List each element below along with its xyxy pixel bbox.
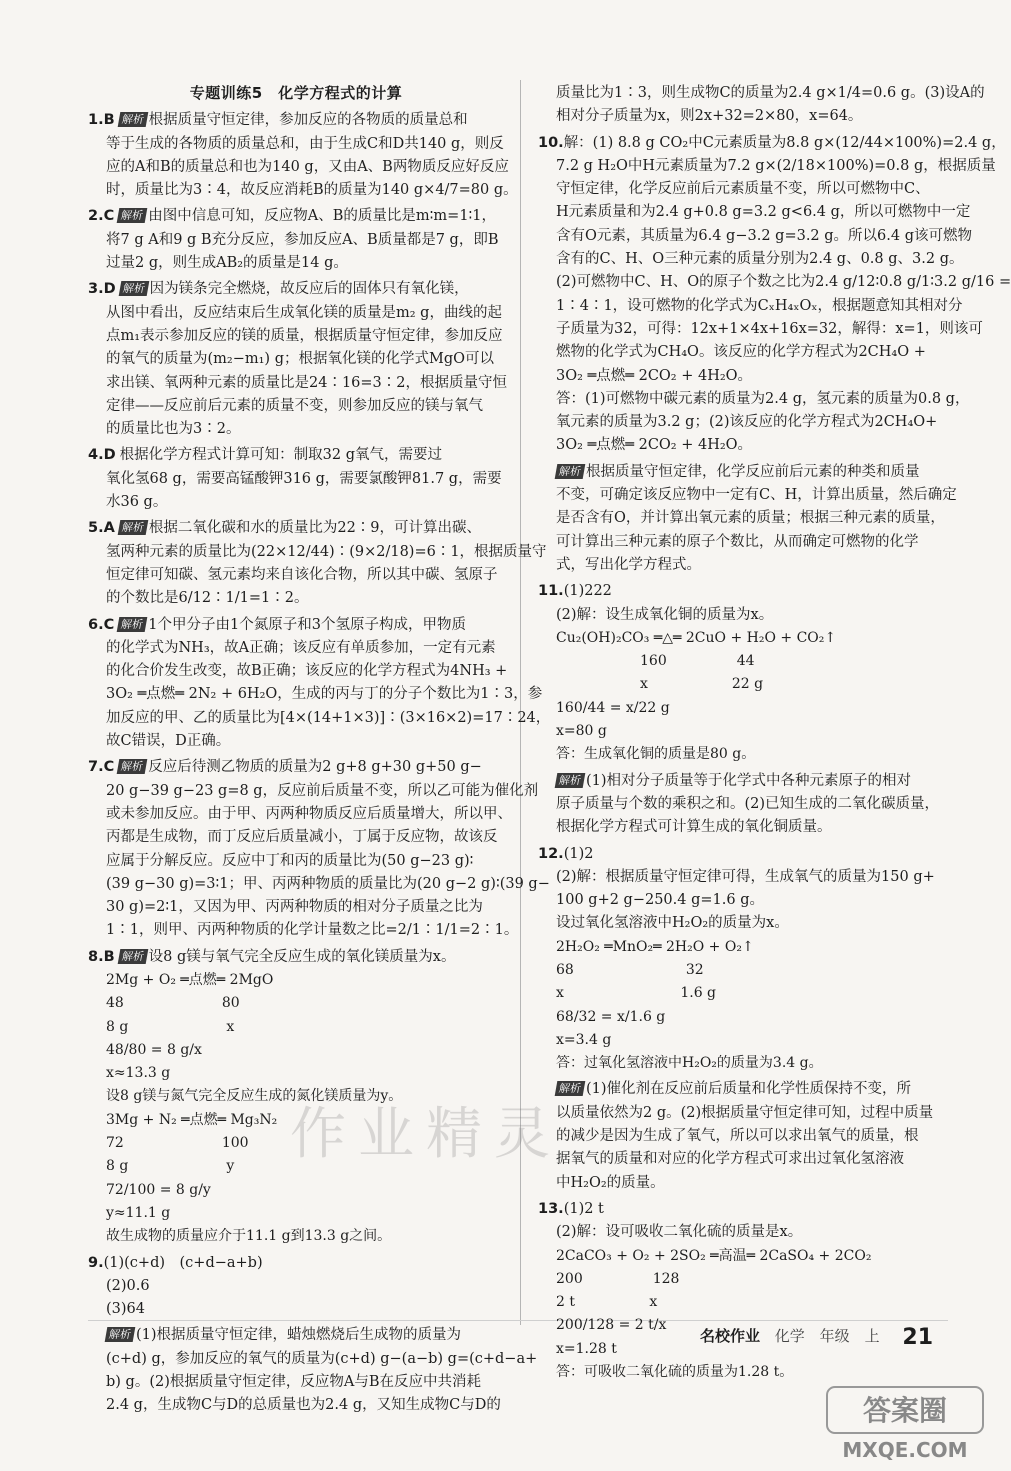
text-line bbox=[538, 295, 963, 318]
question-number: 3. bbox=[88, 281, 104, 298]
question-block bbox=[538, 580, 948, 766]
text-line bbox=[538, 531, 948, 554]
line-text: (c+d) g，参加反应的氧气的质量为(c+d) g−(a−b) g=(c+d−a+ bbox=[106, 1350, 538, 1367]
question-number: 13. bbox=[538, 1200, 564, 1217]
line-text: 的个数比是6/12∶1/1=1∶2。 bbox=[106, 590, 309, 607]
line-text: 根据质量守恒定律，参加反应的各物质的质量总和 bbox=[148, 112, 468, 129]
question-block bbox=[88, 1252, 504, 1322]
equation-line: 设8 g镁与氮气完全反应生成的氮化镁质量为y。 bbox=[106, 1088, 403, 1105]
text-line bbox=[538, 1125, 948, 1148]
line-text: (1)催化剂在反应前后质量和化学性质保持不变，所 bbox=[586, 1081, 912, 1098]
line-text: (1)(c+d) (c+d−a+b) bbox=[103, 1254, 263, 1271]
line-text: H元素质量和为2.4 g+0.8 g=3.2 g<6.4 g，所以可燃物中一定 bbox=[556, 204, 971, 221]
analysis-tag: 解析 bbox=[118, 281, 149, 296]
equation-line: 48 80 bbox=[106, 995, 240, 1012]
line-text: 据氧气的质量和对应的化学方程式可求出过氧化氢溶液 bbox=[556, 1151, 904, 1168]
text-line bbox=[538, 604, 948, 627]
line-text: (1)2 t bbox=[563, 1200, 604, 1217]
line-text: (2)解：设可吸收二氧化硫的质量是x。 bbox=[556, 1224, 803, 1241]
site-logo-icon bbox=[825, 1385, 985, 1465]
text-line bbox=[538, 1078, 948, 1101]
footer-subject: 化学 bbox=[774, 1327, 805, 1345]
text-line bbox=[538, 461, 948, 484]
line-text: 相对分子质量为x，则2x+32=2×80，x=64。 bbox=[556, 108, 863, 125]
line-text: 守恒定律，化学反应前后元素质量不变，所以可燃物中C、 bbox=[556, 181, 930, 198]
text-line bbox=[88, 826, 504, 849]
question-number: 7. bbox=[88, 759, 104, 776]
equation-line: 答：可吸收二氧化硫的质量为1.28 t。 bbox=[556, 1364, 794, 1381]
text-line bbox=[88, 278, 504, 301]
text-line bbox=[88, 564, 504, 587]
text-line bbox=[88, 660, 508, 683]
question-number: 6. bbox=[88, 616, 104, 633]
text-line bbox=[88, 325, 504, 348]
text-line bbox=[538, 1102, 948, 1125]
text-line bbox=[538, 1198, 948, 1221]
equation-line: 故生成物的质量应介于11.1 g到13.3 g之间。 bbox=[106, 1228, 392, 1245]
line-text: 式，写出化学方程式。 bbox=[556, 556, 701, 573]
answer-choice: B bbox=[103, 112, 115, 129]
section-title: 专题训练5 化学方程式的计算 bbox=[189, 84, 403, 102]
text-line bbox=[538, 554, 948, 577]
equation-line: 48/80 = 8 g/x bbox=[106, 1041, 202, 1058]
line-text: (2)解：根据质量守恒定律可得，生成氧气的质量为150 g+ bbox=[556, 868, 935, 885]
line-text: 氧化氢68 g，需要高锰酸钾316 g，需要氯酸钾81.7 g，需要 bbox=[106, 470, 502, 487]
text-line bbox=[538, 816, 948, 839]
text-line bbox=[88, 614, 504, 637]
right-column bbox=[538, 82, 1011, 1387]
text-line bbox=[538, 1221, 948, 1244]
line-text: 的氧气的质量为(m₂−m₁) g；根据氧化镁的化学式MgO可以 bbox=[106, 351, 494, 368]
question-block bbox=[88, 278, 507, 441]
line-text: 将7 g A和9 g B充分反应，参加反应A、B质量都是7 g，即B bbox=[106, 231, 499, 248]
analysis-tag: 解析 bbox=[555, 1081, 586, 1096]
line-text: 故C错误，D正确。 bbox=[106, 733, 231, 750]
text-line bbox=[88, 541, 547, 564]
line-text: (2)解：设生成氧化铜的质量为x。 bbox=[556, 606, 774, 623]
text-line bbox=[88, 395, 504, 418]
equation-line: y≈11.1 g bbox=[106, 1204, 171, 1221]
equation-line: x=1.28 t bbox=[556, 1340, 617, 1357]
text-line bbox=[88, 1348, 538, 1371]
text-line bbox=[538, 770, 948, 793]
question-block bbox=[88, 614, 551, 754]
question-block bbox=[538, 82, 985, 129]
text-line bbox=[88, 348, 504, 371]
line-text: 是否含有O，并计算出氧元素的质量；根据三种元素的质量， bbox=[556, 510, 945, 527]
text-line bbox=[88, 444, 504, 467]
question-block bbox=[88, 1324, 538, 1417]
text-line bbox=[538, 484, 957, 507]
text-line bbox=[88, 1324, 504, 1347]
answer-choice: C bbox=[103, 616, 115, 633]
equation-line: 3Mg + N₂ ═点燃═ Mg₃N₂ bbox=[106, 1111, 278, 1128]
line-text: (1)根据质量守恒定律，蜡烛燃烧后生成物的质量为 bbox=[136, 1327, 462, 1344]
text-line bbox=[88, 1275, 504, 1298]
line-text: 根据化学方程式可计算生成的氧化铜质量。 bbox=[556, 819, 832, 836]
text-line bbox=[88, 896, 504, 919]
line-text: 从图中看出，反应结束后生成氧化镁的质量是m₂ g，曲线的起 bbox=[106, 304, 502, 321]
line-text: 答：(1)可燃物中碳元素的质量为2.4 g，氢元素的质量为0.8 g， bbox=[556, 390, 970, 407]
question-block bbox=[88, 517, 547, 610]
text-line bbox=[88, 156, 509, 179]
line-text: 等于生成的各物质的质量总和，由于生成C和D共140 g，则反 bbox=[106, 135, 504, 152]
equation-line: 2Mg + O₂ ═点燃═ 2MgO bbox=[106, 971, 274, 988]
text-line bbox=[538, 793, 948, 816]
analysis-tag: 解析 bbox=[117, 112, 148, 127]
text-line bbox=[538, 388, 970, 411]
line-text: 不变，可确定该反应物中一定有C、H，计算出质量，然后确定 bbox=[556, 487, 957, 504]
line-text: 的质量比也为3∶2。 bbox=[106, 421, 241, 438]
equation-line: 160 44 bbox=[556, 653, 755, 670]
text-line bbox=[88, 1298, 504, 1321]
line-text: 2.4 g，生成物C与D的总质量也为2.4 g，又知生成物C与D的 bbox=[106, 1397, 501, 1414]
answer-choice: D bbox=[103, 447, 116, 464]
question-block bbox=[538, 461, 957, 577]
analysis-tag: 解析 bbox=[117, 949, 148, 964]
text-line bbox=[538, 843, 948, 866]
line-text: 或未参加反应。由于甲、丙两种物质反应后质量增大，所以甲、 bbox=[106, 805, 512, 822]
line-text: 求出镁、氧两种元素的质量比是24∶16=3∶2，根据质量守恒 bbox=[106, 374, 507, 391]
text-line bbox=[538, 1148, 948, 1171]
text-line bbox=[538, 201, 971, 224]
text-line bbox=[538, 411, 948, 434]
line-text: 燃物的化学式为CH₄O。该反应的化学方程式为2CH₄O + bbox=[556, 344, 926, 361]
text-line bbox=[88, 730, 504, 753]
line-text: 可计算出三种元素的原子个数比，从而确定可燃物的化学 bbox=[556, 533, 919, 550]
line-text: 加反应的甲、乙的质量比为[4×(14+1×3)]∶(3×16×2)=17∶24， bbox=[106, 709, 551, 726]
right-question-list bbox=[538, 82, 1011, 1384]
line-text: 3O₂ ═点燃═ 2CO₂ + 4H₂O。 bbox=[556, 367, 753, 384]
line-text: 100 g+2 g−250.4 g=1.6 g。 bbox=[556, 892, 764, 909]
line-text: 设8 g镁与氧气完全反应生成的氧化镁质量为x。 bbox=[148, 948, 456, 965]
text-line bbox=[538, 178, 948, 201]
line-text: 设过氧化氢溶液中H₂O₂的质量为x。 bbox=[556, 915, 789, 932]
line-text: 的化合价发生改变，故B正确；该反应的化学方程式为4NH₃ + bbox=[106, 663, 508, 680]
line-text: b) g。(2)根据质量守恒定律，反应物A与B在反应中共消耗 bbox=[106, 1374, 481, 1391]
text-line bbox=[538, 318, 983, 341]
text-line bbox=[538, 580, 948, 603]
equation-line: 2H₂O₂ ═MnO₂═ 2H₂O + O₂↑ bbox=[556, 938, 754, 955]
equation-line: 答：生成氧化铜的质量是80 g。 bbox=[556, 746, 756, 763]
line-text: 的减少是因为生成了氧气，所以可以求出氧气的质量，根 bbox=[556, 1128, 919, 1145]
question-number: 8. bbox=[88, 948, 104, 965]
logo-text: 答案圈 bbox=[862, 1394, 948, 1427]
text-line bbox=[538, 889, 948, 912]
text-line bbox=[88, 418, 504, 441]
text-line bbox=[88, 229, 504, 252]
text-line bbox=[88, 756, 504, 779]
text-line bbox=[538, 507, 948, 530]
footer-grade: 年级 上 bbox=[819, 1327, 880, 1345]
line-text: 含有O元素，其质量为6.4 g−3.2 g=3.2 g。所以6.4 g该可燃物 bbox=[556, 227, 972, 244]
text-line bbox=[88, 946, 504, 969]
line-text: 点m₁表示参加反应的镁的质量，根据质量守恒定律，参加反应 bbox=[106, 327, 503, 344]
text-line bbox=[538, 912, 948, 935]
analysis-tag: 解析 bbox=[105, 1327, 136, 1342]
question-block bbox=[88, 444, 504, 514]
question-block bbox=[538, 1078, 948, 1194]
line-text: 子质量为32，可得：12x+1×4x+16x=32，解得：x=1，则该可 bbox=[556, 320, 983, 337]
equation-line: x=3.4 g bbox=[556, 1031, 612, 1048]
question-block bbox=[88, 756, 550, 942]
page-footer bbox=[700, 1325, 960, 1355]
logo-url: MXQE.COM bbox=[842, 1438, 968, 1462]
answer-choice: D bbox=[103, 281, 116, 298]
question-block bbox=[538, 770, 948, 840]
text-line bbox=[538, 271, 1011, 294]
line-text: (3)64 bbox=[106, 1301, 145, 1318]
equation-line: 160/44 = x/22 g bbox=[556, 699, 670, 716]
line-text: 1∶4∶1，设可燃物的化学式为CₓH₄ₓOₓ，根据题意知其相对分 bbox=[556, 297, 963, 314]
equation-line: 8 g y bbox=[106, 1158, 235, 1175]
line-text: 应属于分解反应。反应中丁和丙的质量比为(50 g−23 g)∶ bbox=[106, 852, 474, 869]
analysis-tag: 解析 bbox=[555, 773, 586, 788]
text-line bbox=[538, 341, 948, 364]
text-line bbox=[88, 1394, 504, 1417]
answer-choice: B bbox=[103, 948, 115, 965]
text-line bbox=[88, 850, 504, 873]
text-line bbox=[88, 1371, 504, 1394]
line-text: 应的A和B的质量总和也为140 g，又由A、B两物质反应好反应 bbox=[106, 158, 509, 175]
line-text: 1个甲分子由1个氮原子和3个氢原子构成，甲物质 bbox=[148, 616, 466, 633]
equation-line: 8 g x bbox=[106, 1018, 235, 1035]
equation-line: 72/100 = 8 g/y bbox=[106, 1181, 211, 1198]
text-line bbox=[88, 780, 539, 803]
answer-choice: A bbox=[103, 520, 115, 537]
text-line bbox=[538, 155, 996, 178]
question-number: 12. bbox=[538, 845, 564, 862]
equation-line: 200 128 bbox=[556, 1270, 680, 1287]
line-text: 解：(1) 8.8 g CO₂中C元素质量为8.8 g×(12/44×100%)=2.4 g， bbox=[563, 134, 1006, 151]
text-line bbox=[88, 468, 504, 491]
line-text: 质量比为1∶3，则生成物C的质量为2.4 g×1/4=0.6 g。(3)设A的 bbox=[556, 85, 985, 101]
text-line bbox=[538, 1172, 948, 1195]
line-text: 定律——反应前后元素的质量不变，则参加反应的镁与氧气 bbox=[106, 397, 483, 414]
left-question-list bbox=[88, 109, 551, 1417]
line-text: 过量2 g，则生成AB₂的质量是14 g。 bbox=[106, 255, 348, 272]
equation-line: 2 t x bbox=[556, 1294, 658, 1311]
text-line bbox=[538, 866, 948, 889]
text-line bbox=[88, 919, 519, 942]
equation-line: x 22 g bbox=[556, 676, 764, 693]
line-text: (39 g−30 g)=3∶1；甲、丙两种物质的质量比为(20 g−2 g)∶(39 g− bbox=[106, 875, 550, 892]
line-text: 恒定律可知碳、氢元素均来自该化合物，所以其中碳、氢原子 bbox=[106, 566, 498, 583]
text-line bbox=[88, 372, 507, 395]
text-line bbox=[538, 248, 964, 271]
text-line bbox=[88, 587, 504, 610]
line-text: 时，质量比为3∶4，故反应消耗B的质量为140 g×4/7=80 g。 bbox=[106, 182, 518, 199]
equation-line: 200/128 = 2 t/x bbox=[556, 1317, 667, 1334]
line-text: 30 g)=2∶1，又因为甲、丙两种物质的相对分子质量之比为 bbox=[106, 899, 483, 916]
analysis-tag: 解析 bbox=[117, 617, 148, 632]
line-text: 根据二氧化碳和水的质量比为22∶9，可计算出碳、 bbox=[148, 520, 482, 537]
line-text: (1)222 bbox=[563, 583, 612, 600]
answer-choice: C bbox=[103, 759, 115, 776]
left-column bbox=[88, 82, 551, 1421]
line-text: 因为镁条完全燃烧，故反应后的固体只有氧化镁， bbox=[149, 281, 469, 298]
analysis-tag: 解析 bbox=[117, 208, 148, 223]
line-text: 3O₂ ═点燃═ 2CO₂ + 4H₂O。 bbox=[556, 437, 753, 454]
equation-line: Cu₂(OH)₂CO₃ ═△═ 2CuO + H₂O + CO₂↑ bbox=[556, 629, 837, 646]
equation-line: x≈13.3 g bbox=[106, 1065, 171, 1082]
equation-line: 答：过氧化氢溶液中H₂O₂的质量为3.4 g。 bbox=[556, 1055, 823, 1072]
line-text: 的化学式为NH₃，故A正确；该反应有单质参加，一定有元素 bbox=[106, 639, 496, 656]
line-text: 1∶1，则甲、丙两种物质的化学计量数之比=2/1∶1/1=2∶1。 bbox=[106, 922, 519, 939]
text-line bbox=[88, 873, 550, 896]
text-line bbox=[88, 517, 504, 540]
question-block bbox=[538, 843, 948, 1076]
question-number: 1. bbox=[88, 112, 104, 129]
line-text: 根据化学方程式计算可知：制取32 g氧气，需要过 bbox=[119, 447, 442, 464]
analysis-tag: 解析 bbox=[555, 464, 586, 479]
equation-line: 68/32 = x/1.6 g bbox=[556, 1008, 666, 1025]
text-line bbox=[88, 109, 504, 132]
text-line bbox=[538, 225, 972, 248]
text-line bbox=[88, 637, 504, 660]
question-number: 2. bbox=[88, 208, 104, 225]
footer-brand: 名校作业 bbox=[700, 1327, 761, 1345]
equation-line: x=80 g bbox=[556, 723, 607, 740]
question-number: 4. bbox=[88, 447, 104, 464]
text-line bbox=[88, 491, 504, 514]
line-text: 20 g−39 g−23 g=8 g，反应前后质量不变，所以乙可能为催化剂 bbox=[106, 782, 539, 799]
text-line bbox=[538, 82, 985, 105]
line-text: 丙都是生成物，而丁反应后质量减小，丁属于反应物，故该反 bbox=[106, 829, 498, 846]
line-text: 根据质量守恒定律，化学反应前后元素的种类和质量 bbox=[586, 463, 920, 480]
question-number: 11. bbox=[538, 583, 564, 600]
watermark: 作业精灵 bbox=[290, 1102, 562, 1167]
question-block bbox=[538, 132, 1011, 458]
line-text: 以质量依然为2 g。(2)根据质量守恒定律可知，过程中质量 bbox=[556, 1104, 934, 1121]
question-number: 10. bbox=[538, 134, 564, 151]
line-text: 3O₂ ═点燃═ 2N₂ + 6H₂O，生成的丙与丁的分子个数比为1∶3，参 bbox=[106, 686, 543, 703]
text-line bbox=[88, 252, 504, 275]
line-text: 含有的C、H、O三种元素的质量分别为2.4 g、0.8 g、3.2 g。 bbox=[556, 251, 964, 268]
line-text: 反应后待测乙物质的质量为2 g+8 g+30 g+50 g− bbox=[148, 759, 482, 776]
line-text: 7.2 g H₂O中H元素质量为7.2 g×(2/18×100%)=0.8 g，根据质量 bbox=[556, 157, 996, 174]
analysis-tag: 解析 bbox=[118, 520, 149, 535]
line-text: (2)0.6 bbox=[106, 1277, 150, 1294]
page-number: 21 bbox=[902, 1325, 934, 1350]
question-number: 9. bbox=[88, 1254, 104, 1271]
line-text: 氧元素的质量为3.2 g；(2)该反应的化学方程式为2CH₄O+ bbox=[556, 414, 938, 431]
text-line bbox=[538, 434, 948, 457]
text-line bbox=[88, 302, 504, 325]
question-number: 5. bbox=[88, 520, 104, 537]
line-text: 水36 g。 bbox=[106, 494, 168, 511]
question-block bbox=[538, 1198, 948, 1384]
text-line bbox=[88, 179, 518, 202]
text-line bbox=[88, 683, 543, 706]
analysis-tag: 解析 bbox=[117, 759, 148, 774]
question-block bbox=[88, 109, 518, 202]
text-line bbox=[538, 365, 948, 388]
text-line bbox=[538, 132, 1006, 155]
question-block bbox=[88, 205, 504, 275]
equation-line: 72 100 bbox=[106, 1135, 249, 1152]
line-text: 由图中信息可知，反应物A、B的质量比是m∶m=1∶1， bbox=[148, 208, 497, 225]
equation-line: 68 32 bbox=[556, 961, 704, 978]
line-text: 中H₂O₂的质量。 bbox=[556, 1174, 665, 1191]
answer-choice: C bbox=[103, 208, 115, 225]
line-text: 原子质量与个数的乘积之和。(2)已知生成的二氧化碳质量， bbox=[556, 795, 940, 812]
equation-line: 2CaCO₃ + O₂ + 2SO₂ ═高温═ 2CaSO₄ + 2CO₂ bbox=[556, 1247, 872, 1264]
line-text: (1)相对分子质量等于化学式中各种元素原子的相对 bbox=[586, 772, 912, 789]
text-line bbox=[88, 803, 512, 826]
text-line bbox=[88, 707, 551, 730]
line-text: 氢两种元素的质量比为(22×12/44)∶(9×2/18)=6∶1，根据质量守 bbox=[106, 543, 547, 560]
line-text: (2)可燃物中C、H、O的原子个数之比为2.4 g/12∶0.8 g/1∶3.2 g/16 = bbox=[556, 274, 1011, 291]
text-line bbox=[88, 205, 504, 228]
equation-line: x 1.6 g bbox=[556, 985, 717, 1002]
text-line bbox=[538, 105, 948, 128]
line-text: (1)2 bbox=[563, 845, 594, 862]
text-line bbox=[88, 133, 504, 156]
text-line bbox=[88, 1252, 504, 1275]
